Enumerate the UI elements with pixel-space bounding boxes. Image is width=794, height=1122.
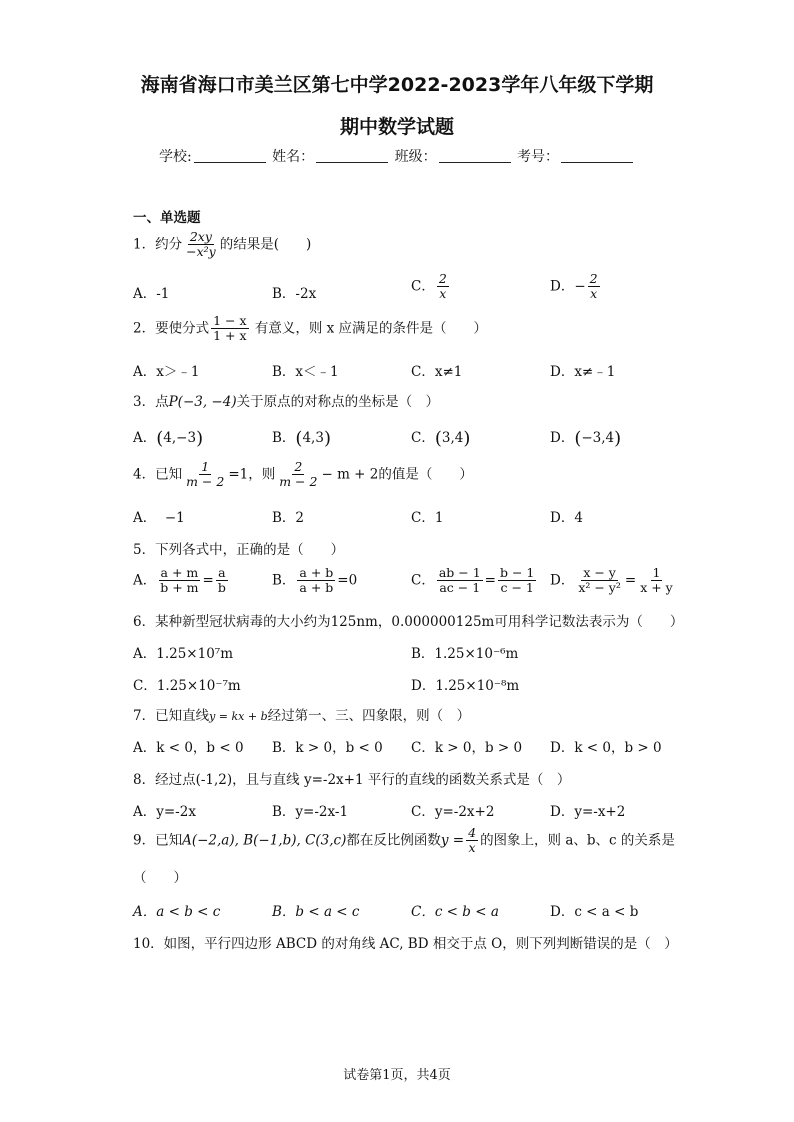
q5-option-c: C． $\frac{ab - 1}{ac - 1}$ = $\frac{b - 1}{c - 1}$ <box>411 565 535 596</box>
q3-c-label: C． <box>411 430 435 446</box>
q1-fraction <box>184 230 218 260</box>
q3-b-value: 4,3 <box>302 430 324 446</box>
q5-option-a: A． $\frac{a + m}{b + m}$ = $\frac{a}{b}$ <box>133 565 226 596</box>
q7-option-a: A．k < 0，b < 0 <box>133 740 244 756</box>
q5-d-n2: 1 <box>652 565 661 580</box>
name-label: 姓名： <box>272 149 315 165</box>
question-6: 6．某种新型冠状病毒的大小约为125nm，0.000000125m可用科学记数法表示为（ ） <box>133 614 684 630</box>
q3-option-b: B．(4,3) <box>272 428 331 449</box>
q3-option-c: C．(3,4) <box>411 428 471 449</box>
q5-d-d2: x + y <box>640 580 673 596</box>
question-1 <box>133 230 311 260</box>
school-field[interactable] <box>194 148 266 163</box>
q6-option-a: A．1.25×10⁷m <box>133 646 234 662</box>
q5-a-d2: b <box>217 580 226 596</box>
q9-option-d: D．c < a < b <box>550 904 639 920</box>
q2-suffix: 有意义，则 x 应满足的条件是（ ） <box>250 320 488 337</box>
q9-numerator: 4 <box>468 825 477 840</box>
q8-option-d: D．y=-x+2 <box>550 804 626 820</box>
q4-option-a <box>133 506 185 526</box>
q9-option-c: C．c < b < a <box>411 904 499 920</box>
school-label: 学校: <box>158 149 192 165</box>
q5-a-d1: b + m <box>160 580 199 596</box>
section-heading: 一、单选题 <box>133 210 201 226</box>
q5-c-n2: b − 1 <box>499 565 535 580</box>
q3-suffix: 关于原点的对称点的坐标是（ ） <box>236 394 440 410</box>
q1-option-b: B．-2x <box>272 286 317 302</box>
question-3 <box>133 390 439 410</box>
q1-d-denominator: x <box>590 286 598 302</box>
q3-a-value: 4,−3 <box>163 430 197 446</box>
number-field[interactable] <box>561 148 633 163</box>
q1-denominator: −x²y <box>186 244 216 260</box>
q3-option-d: D．(−3,4) <box>550 428 622 449</box>
q5-option-d: D． $\frac{x - y}{\text{x² − y²}}$ = $\frac{1}{x + y}$ <box>550 565 673 596</box>
q3-b-label: B． <box>272 430 296 446</box>
q5-c-d2: c − 1 <box>500 580 534 596</box>
q2-option-d: D．x≠﹣1 <box>550 364 616 380</box>
q2-option-c: C．x≠1 <box>411 364 463 380</box>
q9-fraction <box>466 826 478 856</box>
q9-mid: 都在反比例函数 <box>346 832 441 849</box>
question-7 <box>133 704 470 724</box>
q1-c-numerator: 2 <box>438 271 447 286</box>
q1-c-denominator: x <box>439 286 447 302</box>
q5-d-lhs <box>576 566 623 596</box>
q1-option-d-fraction <box>588 272 600 302</box>
q5-b-lhs <box>297 566 335 596</box>
q5-b-d1: a + b <box>299 580 334 596</box>
q4-denominator-1: m − 2 <box>186 474 225 490</box>
q5-a-lhs <box>158 566 200 596</box>
q1-option-c-fraction <box>437 272 449 302</box>
q3-option-a: A．(4,−3) <box>133 428 204 449</box>
q3-point: P(−3, −4) <box>168 394 237 410</box>
q7-option-b: B．k > 0，b < 0 <box>272 740 383 756</box>
q9-answer-blank: （ ） <box>133 870 187 886</box>
q5-a-n2: a <box>218 565 226 580</box>
q8-option-c: C．y=-2x+2 <box>411 804 495 820</box>
q6-option-b: B．1.25×10⁻⁶m <box>411 646 519 662</box>
q1-option-c <box>411 272 451 302</box>
class-label: 班级： <box>394 149 437 165</box>
q5-d-n1: x − y <box>583 565 616 580</box>
q9-lhs: y = <box>440 832 465 849</box>
q9-option-a: A．a < b < c <box>133 904 221 920</box>
q4-option-d: D．4 <box>550 510 583 526</box>
q7-prefix: 7．已知直线 <box>133 708 210 724</box>
q4-mid-1: =1，则 <box>228 466 276 483</box>
q1-option-c-label: C． <box>411 278 435 295</box>
q4-denominator-2: m − 2 <box>279 474 318 490</box>
q9-prefix: 9．已知 <box>133 832 183 849</box>
q9-option-b: B．b < a < c <box>272 904 360 920</box>
q2-option-a: A．x＞﹣1 <box>133 364 200 380</box>
question-10: 10．如图，平行四边形 ABCD 的对角线 AC, BD 相交于点 O，则下列判断错误的是（ ） <box>133 936 678 952</box>
page-footer: 试卷第1页，共4页 <box>343 1068 451 1083</box>
q5-c-lhs <box>437 566 483 596</box>
q4-suffix: − m + 2的值是（ ） <box>321 466 473 483</box>
q9-denominator: x <box>468 840 476 856</box>
q1-numerator: 2xy <box>189 229 212 244</box>
title-line-2: 期中数学试题 <box>339 116 454 138</box>
question-8: 8．经过点(-1,2)，且与直线 y=-2x+1 平行的直线的函数关系式是（ ） <box>133 772 571 788</box>
q4-option-b: B．2 <box>272 510 305 526</box>
number-label: 考号： <box>517 149 560 165</box>
q7-option-d: D．k < 0，b > 0 <box>550 740 662 756</box>
q5-c-d1: ac − 1 <box>439 580 481 596</box>
q3-prefix: 3．点 <box>133 394 169 410</box>
q4-fraction-2 <box>277 460 319 490</box>
q3-d-label: D． <box>550 430 575 446</box>
q5-d-rhs <box>638 566 675 596</box>
q4-numerator-2: 2 <box>294 459 303 474</box>
q5-d-d1: x² − y² <box>578 580 621 596</box>
q6-option-d: D．1.25×10⁻⁸m <box>411 678 520 694</box>
q5-a-rhs <box>216 566 228 596</box>
q7-suffix: 经过第一、三、四象限，则（ ） <box>267 708 471 724</box>
q5-d-label: D． <box>550 572 575 589</box>
q1-option-d-label: D． <box>550 278 575 295</box>
q2-fraction <box>211 314 248 344</box>
q4-a-label: A． <box>133 510 157 526</box>
question-5: 5．下列各式中，正确的是（ ） <box>133 542 345 558</box>
q1-d-numerator: 2 <box>589 271 598 286</box>
q1-option-a: A．-1 <box>133 286 170 302</box>
q3-a-label: A． <box>133 430 157 446</box>
q1-prefix: 1．约分 <box>133 236 183 253</box>
question-9 <box>133 826 675 856</box>
q3-d-value: −3,4 <box>581 430 615 446</box>
q5-b-label: B． <box>272 572 296 589</box>
q4-fraction-1 <box>184 460 226 490</box>
name-field[interactable] <box>316 148 388 163</box>
q9-points: A(−2,a), B(−1,b), C(3,c) <box>182 832 347 849</box>
q8-option-a: A．y=-2x <box>133 804 196 820</box>
question-2 <box>133 314 487 344</box>
q2-prefix: 2．要使分式 <box>133 320 210 337</box>
q5-a-n1: a + m <box>160 565 199 580</box>
q8-option-b: B．y=-2x-1 <box>272 804 349 820</box>
q2-denominator: 1 + x <box>213 328 247 344</box>
q4-option-c: C．1 <box>411 510 444 526</box>
q1-option-d <box>550 272 602 302</box>
student-info <box>0 146 794 166</box>
q1-d-sign: − <box>574 278 586 295</box>
q5-b-n1: a + b <box>299 565 334 580</box>
q3-c-value: 3,4 <box>441 430 464 446</box>
q5-c-n1: ab − 1 <box>438 565 481 580</box>
q5-b-rhs: 0 <box>348 572 358 589</box>
q7-option-c: C．k > 0，b > 0 <box>411 740 523 756</box>
q7-equation: y = kx + b <box>209 710 268 723</box>
q9-suffix: 的图象上，则 a、b、c 的关系是 <box>480 832 675 849</box>
title-line-1: 海南省海口市美兰区第七中学2022-2023学年八年级下学期 <box>140 74 654 96</box>
q6-option-c: C．1.25×10⁻⁷m <box>133 678 241 694</box>
q5-c-rhs <box>498 566 536 596</box>
q5-a-label: A． <box>133 572 157 589</box>
class-field[interactable] <box>439 148 511 163</box>
q2-option-b: B．x＜﹣1 <box>272 364 339 380</box>
q4-numerator-1: 1 <box>201 459 210 474</box>
q5-c-label: C． <box>411 572 435 589</box>
q1-suffix: 的结果是( ) <box>219 236 312 253</box>
q5-option-b: B． $\frac{a + b}{a + b}$ =0 <box>272 565 358 596</box>
question-4 <box>133 460 473 490</box>
q2-numerator: 1 − x <box>213 313 247 328</box>
q4-a-value: −1 <box>164 510 185 526</box>
q4-prefix: 4．已知 <box>133 466 183 483</box>
